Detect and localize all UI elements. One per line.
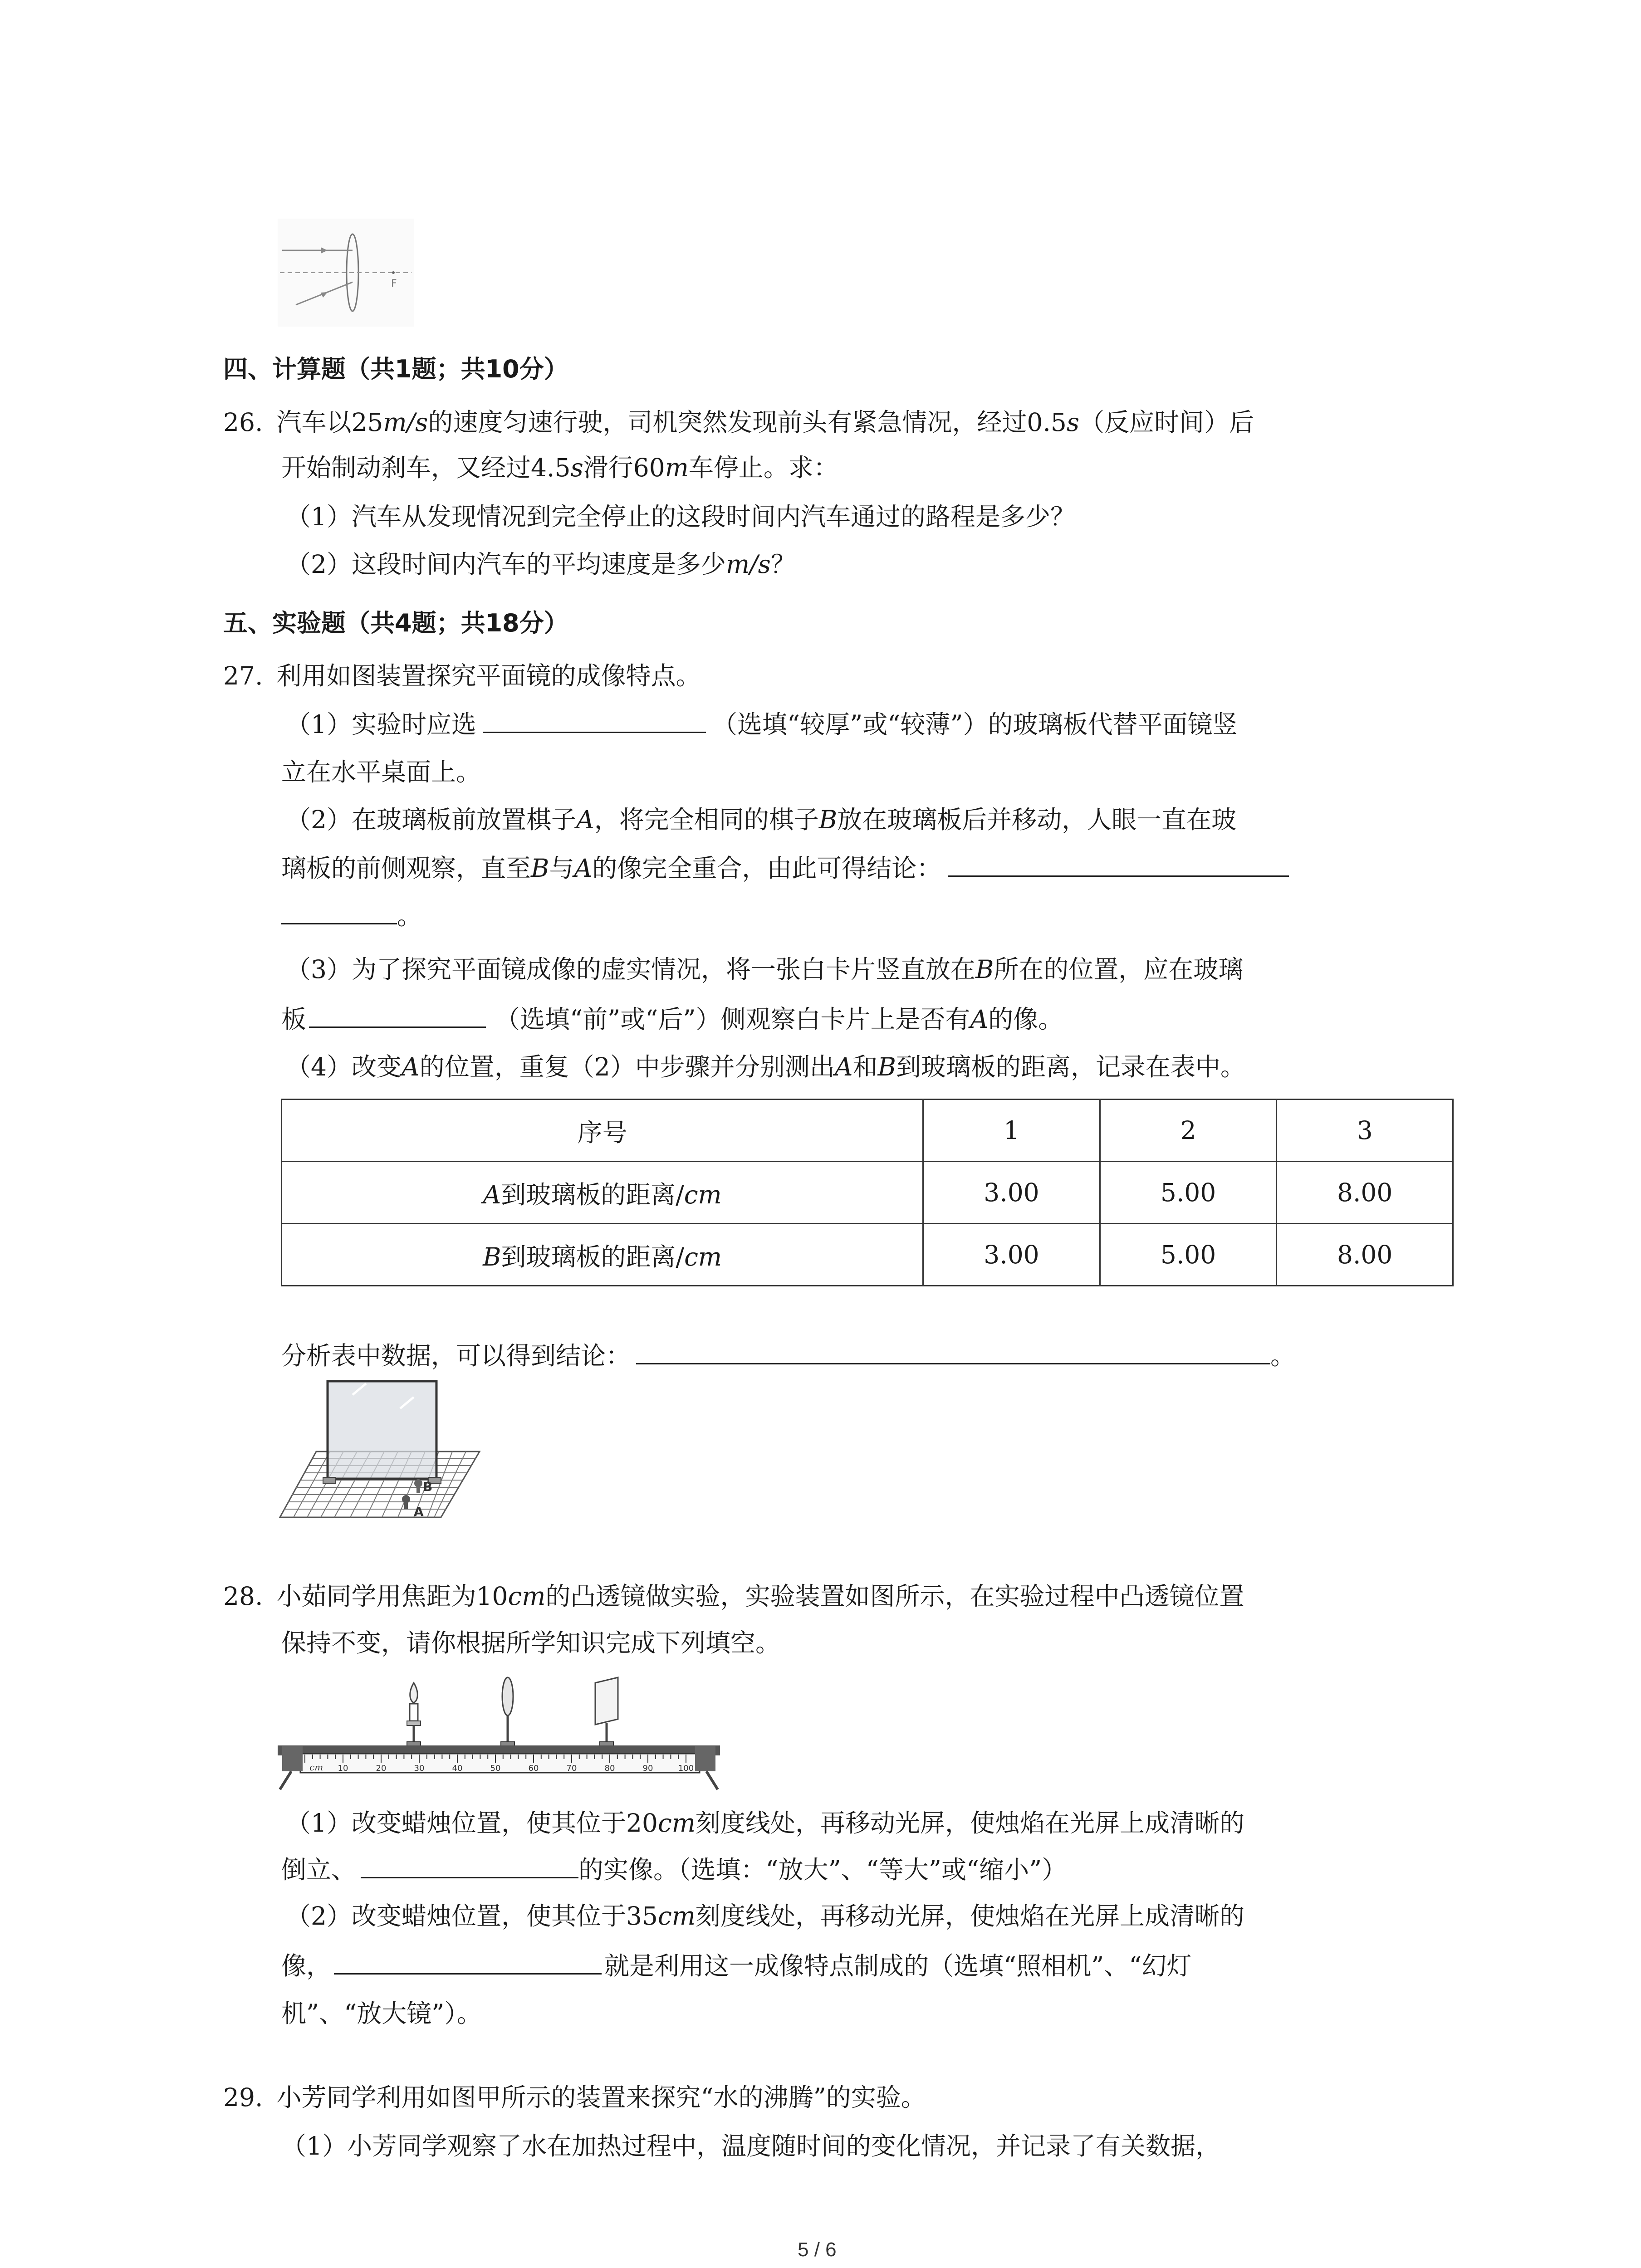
- q27-blank4[interactable]: [636, 1363, 1270, 1364]
- table-header-cell: 2: [1100, 1100, 1277, 1162]
- q27-analysis: 分析表中数据，可以得到结论： 。: [281, 1341, 1296, 1370]
- q27-blank3[interactable]: [309, 1026, 486, 1028]
- q27-part3-line2: 板 （选填“前”或“后”）侧观察白卡片上是否有A的像。: [281, 1005, 1063, 1034]
- q26-number: 26.: [223, 408, 263, 437]
- bench-tick-label: 20: [376, 1764, 387, 1773]
- q29-number: 29.: [223, 2083, 263, 2112]
- q28-number: 28.: [223, 1582, 263, 1611]
- table-cell: 8.00: [1277, 1224, 1453, 1286]
- q26-line1: 26. 汽车以25m/s的速度匀速行驶，司机突然发现前头有紧急情况，经过0.5s（反应时间）后: [223, 408, 1254, 437]
- table-header-cell: 1: [923, 1100, 1100, 1162]
- table-cell: 3.00: [923, 1224, 1100, 1286]
- q27-part2-line3: 。: [281, 900, 422, 932]
- q28-blank2[interactable]: [334, 1973, 602, 1975]
- q27-blank2[interactable]: [948, 875, 1289, 877]
- q28-part2-line2: 像， 就是利用这一成像特点制成的（选填“照相机”、“幻灯: [281, 1951, 1192, 1980]
- piece-a-label: A: [414, 1504, 424, 1519]
- row-label-a: A到玻璃板的距离/cm: [282, 1162, 923, 1224]
- q28-part2-line3: 机”、“放大镜”）。: [281, 1999, 482, 2028]
- convex-lens-figure: [278, 219, 414, 327]
- piece-b-label: B: [423, 1479, 433, 1494]
- plane-mirror-figure: [278, 1377, 486, 1522]
- q28-line1: 28. 小茹同学用焦距为10cm的凸透镜做实验，实验装置如图所示，在实验过程中凸透镜位置: [223, 1582, 1244, 1611]
- bench-tick-label: 70: [566, 1764, 577, 1773]
- table-header-row: [282, 1100, 1453, 1162]
- bench-tick-label: 100: [678, 1764, 694, 1773]
- q27-part4: （4）改变A的位置，重复（2）中步骤并分别测出A和B到玻璃板的距离，记录在表中。: [286, 1052, 1245, 1081]
- q27-stem: 27. 利用如图装置探究平面镜的成像特点。: [223, 661, 701, 690]
- bench-tick-label: 10: [338, 1764, 348, 1773]
- page-number: 5 / 6: [798, 2239, 837, 2261]
- bench-tick-label: 80: [604, 1764, 615, 1773]
- table-cell: 8.00: [1277, 1162, 1453, 1224]
- table-cell: 3.00: [923, 1162, 1100, 1224]
- table-header-cell: 序号: [282, 1100, 923, 1162]
- q27-blank1[interactable]: [483, 731, 706, 733]
- section5-heading: 五、实验题（共4题；共18分）: [223, 609, 568, 637]
- q26-line2: 开始制动刹车，又经过4.5s滑行60m车停止。求：: [281, 453, 838, 482]
- q27-part1-line2: 立在水平桌面上。: [281, 758, 481, 787]
- q26-sub1: （1）汽车从发现情况到完全停止的这段时间内汽车通过的路程是多少？: [286, 502, 1075, 531]
- bench-tick-label: 50: [490, 1764, 501, 1773]
- optical-bench-figure: [278, 1674, 722, 1792]
- bench-tick-label: 30: [414, 1764, 425, 1773]
- q26-sub2: （2）这段时间内汽车的平均速度是多少m/s？: [286, 550, 796, 579]
- q27-number: 27.: [223, 661, 263, 690]
- table-header-cell: 3: [1277, 1100, 1453, 1162]
- section4-heading: 四、计算题（共1题；共10分）: [223, 355, 568, 383]
- q27-part2-line2: 璃板的前侧观察，直至B与A的像完全重合，由此可得结论：: [281, 853, 1289, 884]
- q27-part2-line1: （2）在玻璃板前放置棋子A，将完全相同的棋子B放在玻璃板后并移动，人眼一直在玻: [286, 805, 1237, 834]
- bench-tick-label: 40: [452, 1764, 463, 1773]
- q28-part2-line1: （2）改变蜡烛位置，使其位于35cm刻度线处，再移动光屏，使烛焰在光屏上成清晰的: [286, 1901, 1244, 1931]
- table-row: [282, 1224, 1453, 1286]
- focal-point-label: F: [391, 278, 397, 289]
- q28-part1-line1: （1）改变蜡烛位置，使其位于20cm刻度线处，再移动光屏，使烛焰在光屏上成清晰的: [286, 1809, 1244, 1838]
- q27-blank2-cont[interactable]: [281, 923, 397, 924]
- table-cell: 5.00: [1100, 1224, 1277, 1286]
- q28-part1-line2: 倒立、 的实像。（选填：“放大”、“等大”或“缩小”）: [281, 1855, 1067, 1884]
- q29-line1: 29. 小芳同学利用如图甲所示的装置来探究“水的沸腾”的实验。: [223, 2083, 926, 2112]
- q28-line2: 保持不变，请你根据所学知识完成下列填空。: [281, 1628, 781, 1657]
- bench-tick-label: 90: [642, 1764, 653, 1773]
- q27-distance-table: [281, 1099, 1454, 1286]
- bench-tick-label: 60: [528, 1764, 539, 1773]
- bench-unit-label: cm: [309, 1762, 323, 1773]
- q27-part1-line1: （1）实验时应选 （选填“较厚”或“较薄”）的玻璃板代替平面镜竖: [286, 710, 1238, 739]
- q28-blank1[interactable]: [361, 1877, 578, 1878]
- q29-line2: （1）小芳同学观察了水在加热过程中，温度随时间的变化情况，并记录了有关数据，: [281, 2131, 1220, 2160]
- table-cell: 5.00: [1100, 1162, 1277, 1224]
- table-row: [282, 1162, 1453, 1224]
- row-label-b: B到玻璃板的距离/cm: [282, 1224, 923, 1286]
- q27-part3-line1: （3）为了探究平面镜成像的虚实情况，将一张白卡片竖直放在B所在的位置，应在玻璃: [286, 955, 1244, 984]
